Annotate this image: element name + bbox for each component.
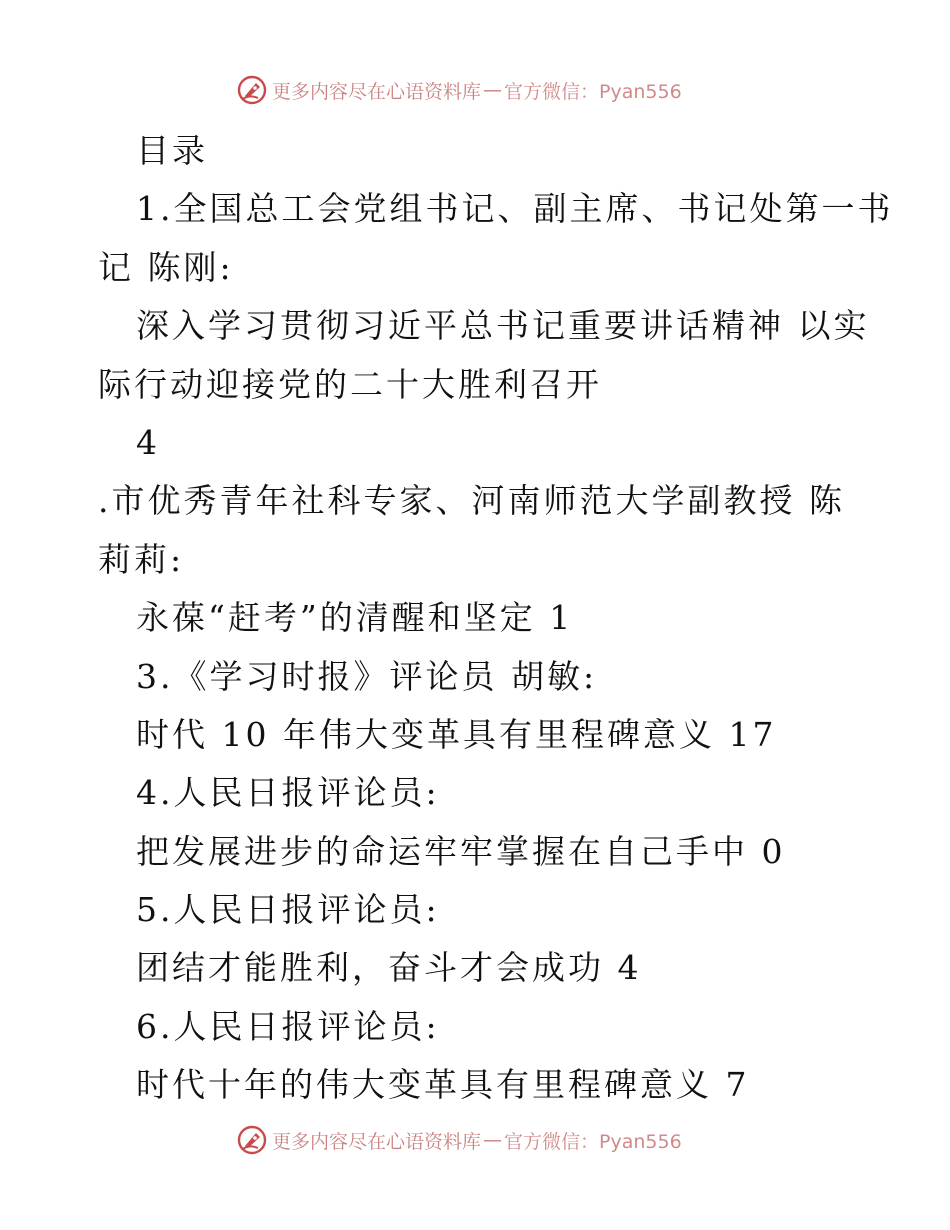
toc-entry-1-heading-cont: 记 陈刚:	[98, 247, 234, 287]
watermark-separator: —	[483, 1129, 503, 1151]
watermark-header	[236, 74, 682, 106]
watermark-footer	[236, 1124, 682, 1156]
toc-entry-1-title: 深入学习贯彻习近平总书记重要讲话精神 以实	[136, 306, 870, 346]
toc-entry-6-title: 时代十年的伟大变革具有里程碑意义 7	[136, 1065, 750, 1105]
toc-entry-6-heading: 6.人民日报评论员:	[136, 1006, 440, 1046]
toc-page-number: 4	[136, 422, 160, 462]
toc-entry-2-heading-cont: 莉莉:	[98, 539, 185, 579]
toc-title: 目录	[136, 131, 208, 170]
toc-entry-3-heading: 3.《学习时报》评论员 胡敏:	[136, 656, 598, 696]
pen-nib-logo-icon	[236, 74, 268, 106]
toc-entry-4-title: 把发展进步的命运牢牢掌握在自己手中 0	[136, 831, 786, 871]
watermark-contact: 官方微信：Pyan556	[504, 80, 682, 103]
toc-entry-1-title-cont: 际行动迎接党的二十大胜利召开	[98, 364, 602, 404]
watermark-separator: —	[483, 79, 503, 101]
toc-entry-5-heading: 5.人民日报评论员:	[136, 890, 440, 930]
table-of-contents	[0, 122, 950, 1115]
toc-entry-2-heading: .市优秀青年社科专家、河南师范大学副教授 陈	[98, 481, 845, 521]
toc-entry-5-title: 团结才能胜利，奋斗才会成功 4	[136, 948, 642, 988]
toc-entry-3-title: 时代 10 年伟大变革具有里程碑意义 17	[136, 714, 777, 754]
toc-entry-4-heading: 4.人民日报评论员:	[136, 773, 440, 813]
toc-entry-1-heading: 1.全国总工会党组书记、副主席、书记处第一书	[136, 189, 894, 229]
watermark-text: 更多内容尽在心语资料库	[272, 80, 482, 103]
watermark-text: 更多内容尽在心语资料库	[272, 1130, 482, 1153]
toc-entry-2-title: 永葆“赶考”的清醒和坚定 1	[136, 598, 574, 638]
watermark-contact: 官方微信：Pyan556	[504, 1130, 682, 1153]
pen-nib-logo-icon	[236, 1124, 268, 1156]
